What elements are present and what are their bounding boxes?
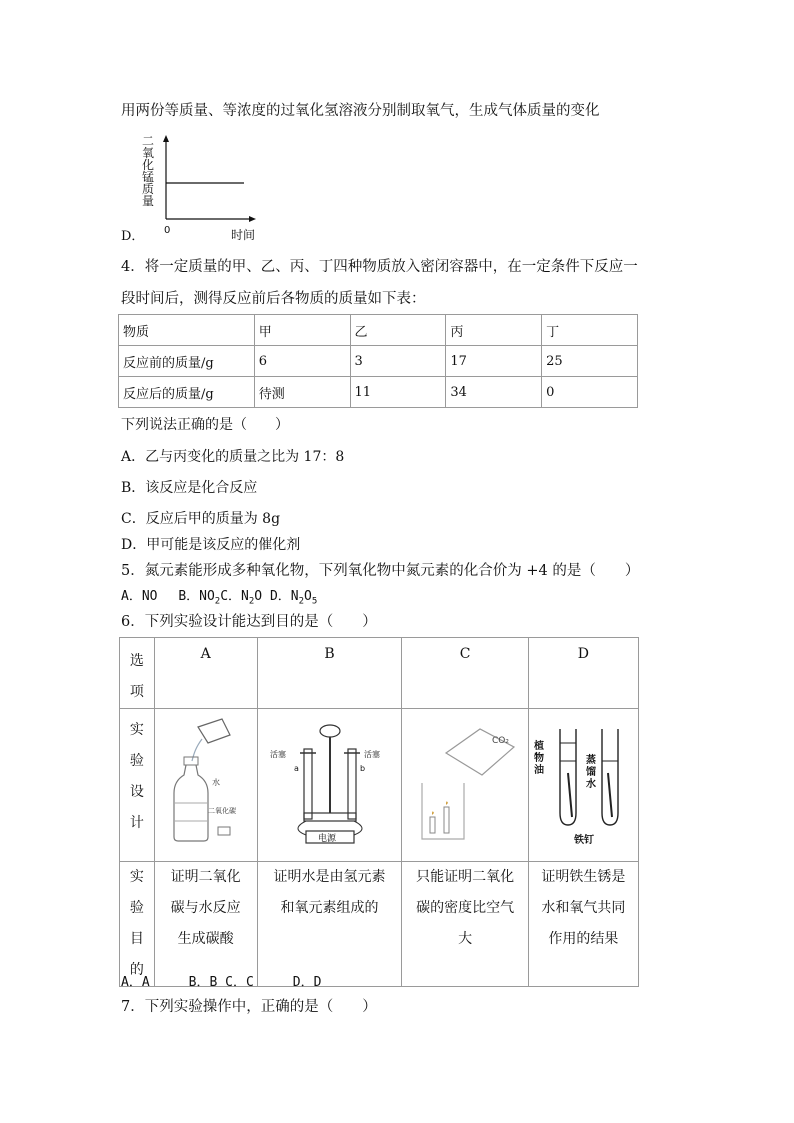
q5-options <box>121 588 317 611</box>
q4-mass-table <box>118 314 638 408</box>
label-a: a <box>293 764 299 773</box>
label-co2-gas: CO₂ <box>492 736 510 746</box>
label-water-char: 水 <box>586 779 597 790</box>
graph-ylabel-char: 氧 <box>142 146 155 160</box>
label-iron-nail: 铁钉 <box>574 835 595 846</box>
graph-ylabel-char: 化 <box>142 158 155 172</box>
graph-xlabel: 时间 <box>231 228 256 242</box>
manganese-dioxide-mass-graph <box>138 133 268 243</box>
table-row <box>119 346 638 377</box>
water-electrolysis-diagram <box>260 713 400 853</box>
table-cell: 25 <box>542 346 638 377</box>
q4-option-d: D．甲可能是该反应的催化剂 <box>121 537 301 553</box>
q7-stem: 7．下列实验操作中，正确的是（ ） <box>121 999 377 1015</box>
table-cell: 乙 <box>350 315 446 346</box>
q4-option-c: C．反应后甲的质量为 8g <box>121 511 281 527</box>
table-cell: 丁 <box>542 315 638 346</box>
table-cell: 丙 <box>446 315 542 346</box>
purpose-a: 证明二氧化 碳与水反应 生成碳酸 <box>154 862 257 987</box>
q5-option-d: D．$N_2O_5$ <box>269 589 318 607</box>
graph-ylabel-char: 二 <box>142 134 155 148</box>
q5-option-c: C．$N_2O$ <box>220 589 263 607</box>
q3-text: 用两份等质量、等浓度的过氧化氢溶液分别制取氧气，生成气体质量的变化 <box>121 103 600 119</box>
q4-option-a: A．乙与丙变化的质量之比为 17：8 <box>121 449 345 465</box>
purpose-d: 证明铁生锈是 水和氧气共同 作用的结果 <box>528 862 638 987</box>
purpose-c: 只能证明二氧化 碳的密度比空气 大 <box>402 862 528 987</box>
label-valve-left: 活塞 <box>269 750 286 759</box>
table-cell: 3 <box>350 346 446 377</box>
row-label-purpose: 实 验 目 的 <box>120 862 155 987</box>
table-cell: 0 <box>542 377 638 408</box>
column-c-header: C <box>402 638 528 709</box>
column-a-header: A <box>154 638 257 709</box>
co2-pour-candles-diagram <box>404 713 526 853</box>
table-cell: 17 <box>446 346 542 377</box>
row-label-options: 选 项 <box>120 638 155 709</box>
graph-ylabel-char: 量 <box>142 194 155 208</box>
iron-rust-test-tubes-diagram <box>530 713 636 853</box>
purpose-b: 证明水是由氢元素 和氧元素组成的 <box>257 862 402 987</box>
table-cell: 34 <box>446 377 542 408</box>
label-oil-char: 油 <box>534 765 545 776</box>
table-cell: 6 <box>254 346 350 377</box>
label-water-char: 馏 <box>586 767 597 778</box>
graph-y-arrow <box>163 135 169 142</box>
label-water: 水 <box>211 778 220 787</box>
table-cell: 11 <box>350 377 446 408</box>
q6-experiment-table <box>119 637 639 987</box>
q4-line2: 段时间后，测得反应前后各物质的质量如下表： <box>121 291 426 307</box>
column-d-header: D <box>528 638 638 709</box>
table-row <box>119 377 638 408</box>
q5-option-b: B．$NO_2$ <box>178 589 221 607</box>
table-cell: 甲 <box>254 315 350 346</box>
label-water-char: 蒸 <box>586 755 597 766</box>
table-row <box>120 862 639 987</box>
q6-answer-options: A．A B．B C．C D．D <box>121 975 322 990</box>
table-header-row <box>120 638 639 709</box>
table-row <box>120 709 639 862</box>
q5-stem: 5．氮元素能形成多种氧化物，下列氧化物中氮元素的化合价为 +4 的是（ ） <box>121 563 640 579</box>
label-power-source: 电源 <box>317 834 336 844</box>
graph-x-arrow <box>249 216 256 222</box>
table-cell: 反应后的质量/g <box>119 377 255 408</box>
q6-stem: 6．下列实验设计能达到目的是（ ） <box>121 614 377 630</box>
co2-bottle-diagram <box>158 713 254 853</box>
graph-ylabel-char: 质 <box>142 182 155 196</box>
table-header-row <box>119 315 638 346</box>
label-co2: 二氧化碳 <box>207 807 236 815</box>
label-oil-char: 植 <box>534 741 545 752</box>
q4-line1: 4．将一定质量的甲、乙、丙、丁四种物质放入密闭容器中，在一定条件下反应一 <box>121 259 638 275</box>
q5-option-a: A．NO <box>121 589 158 604</box>
column-b-header: B <box>257 638 402 709</box>
q3-option-d: D． <box>121 229 145 244</box>
label-oil-char: 物 <box>534 753 545 764</box>
table-cell: 反应前的质量/g <box>119 346 255 377</box>
table-cell: 待测 <box>254 377 350 408</box>
q4-prompt: 下列说法正确的是（ ） <box>121 417 289 433</box>
table-cell: 物质 <box>119 315 255 346</box>
q4-option-b: B．该反应是化合反应 <box>121 480 258 496</box>
label-b: b <box>359 764 365 773</box>
label-valve-right: 活塞 <box>363 750 380 759</box>
graph-origin: 0 <box>164 225 171 236</box>
row-label-design: 实 验 设 计 <box>120 709 155 862</box>
graph-ylabel-char: 锰 <box>142 170 155 184</box>
